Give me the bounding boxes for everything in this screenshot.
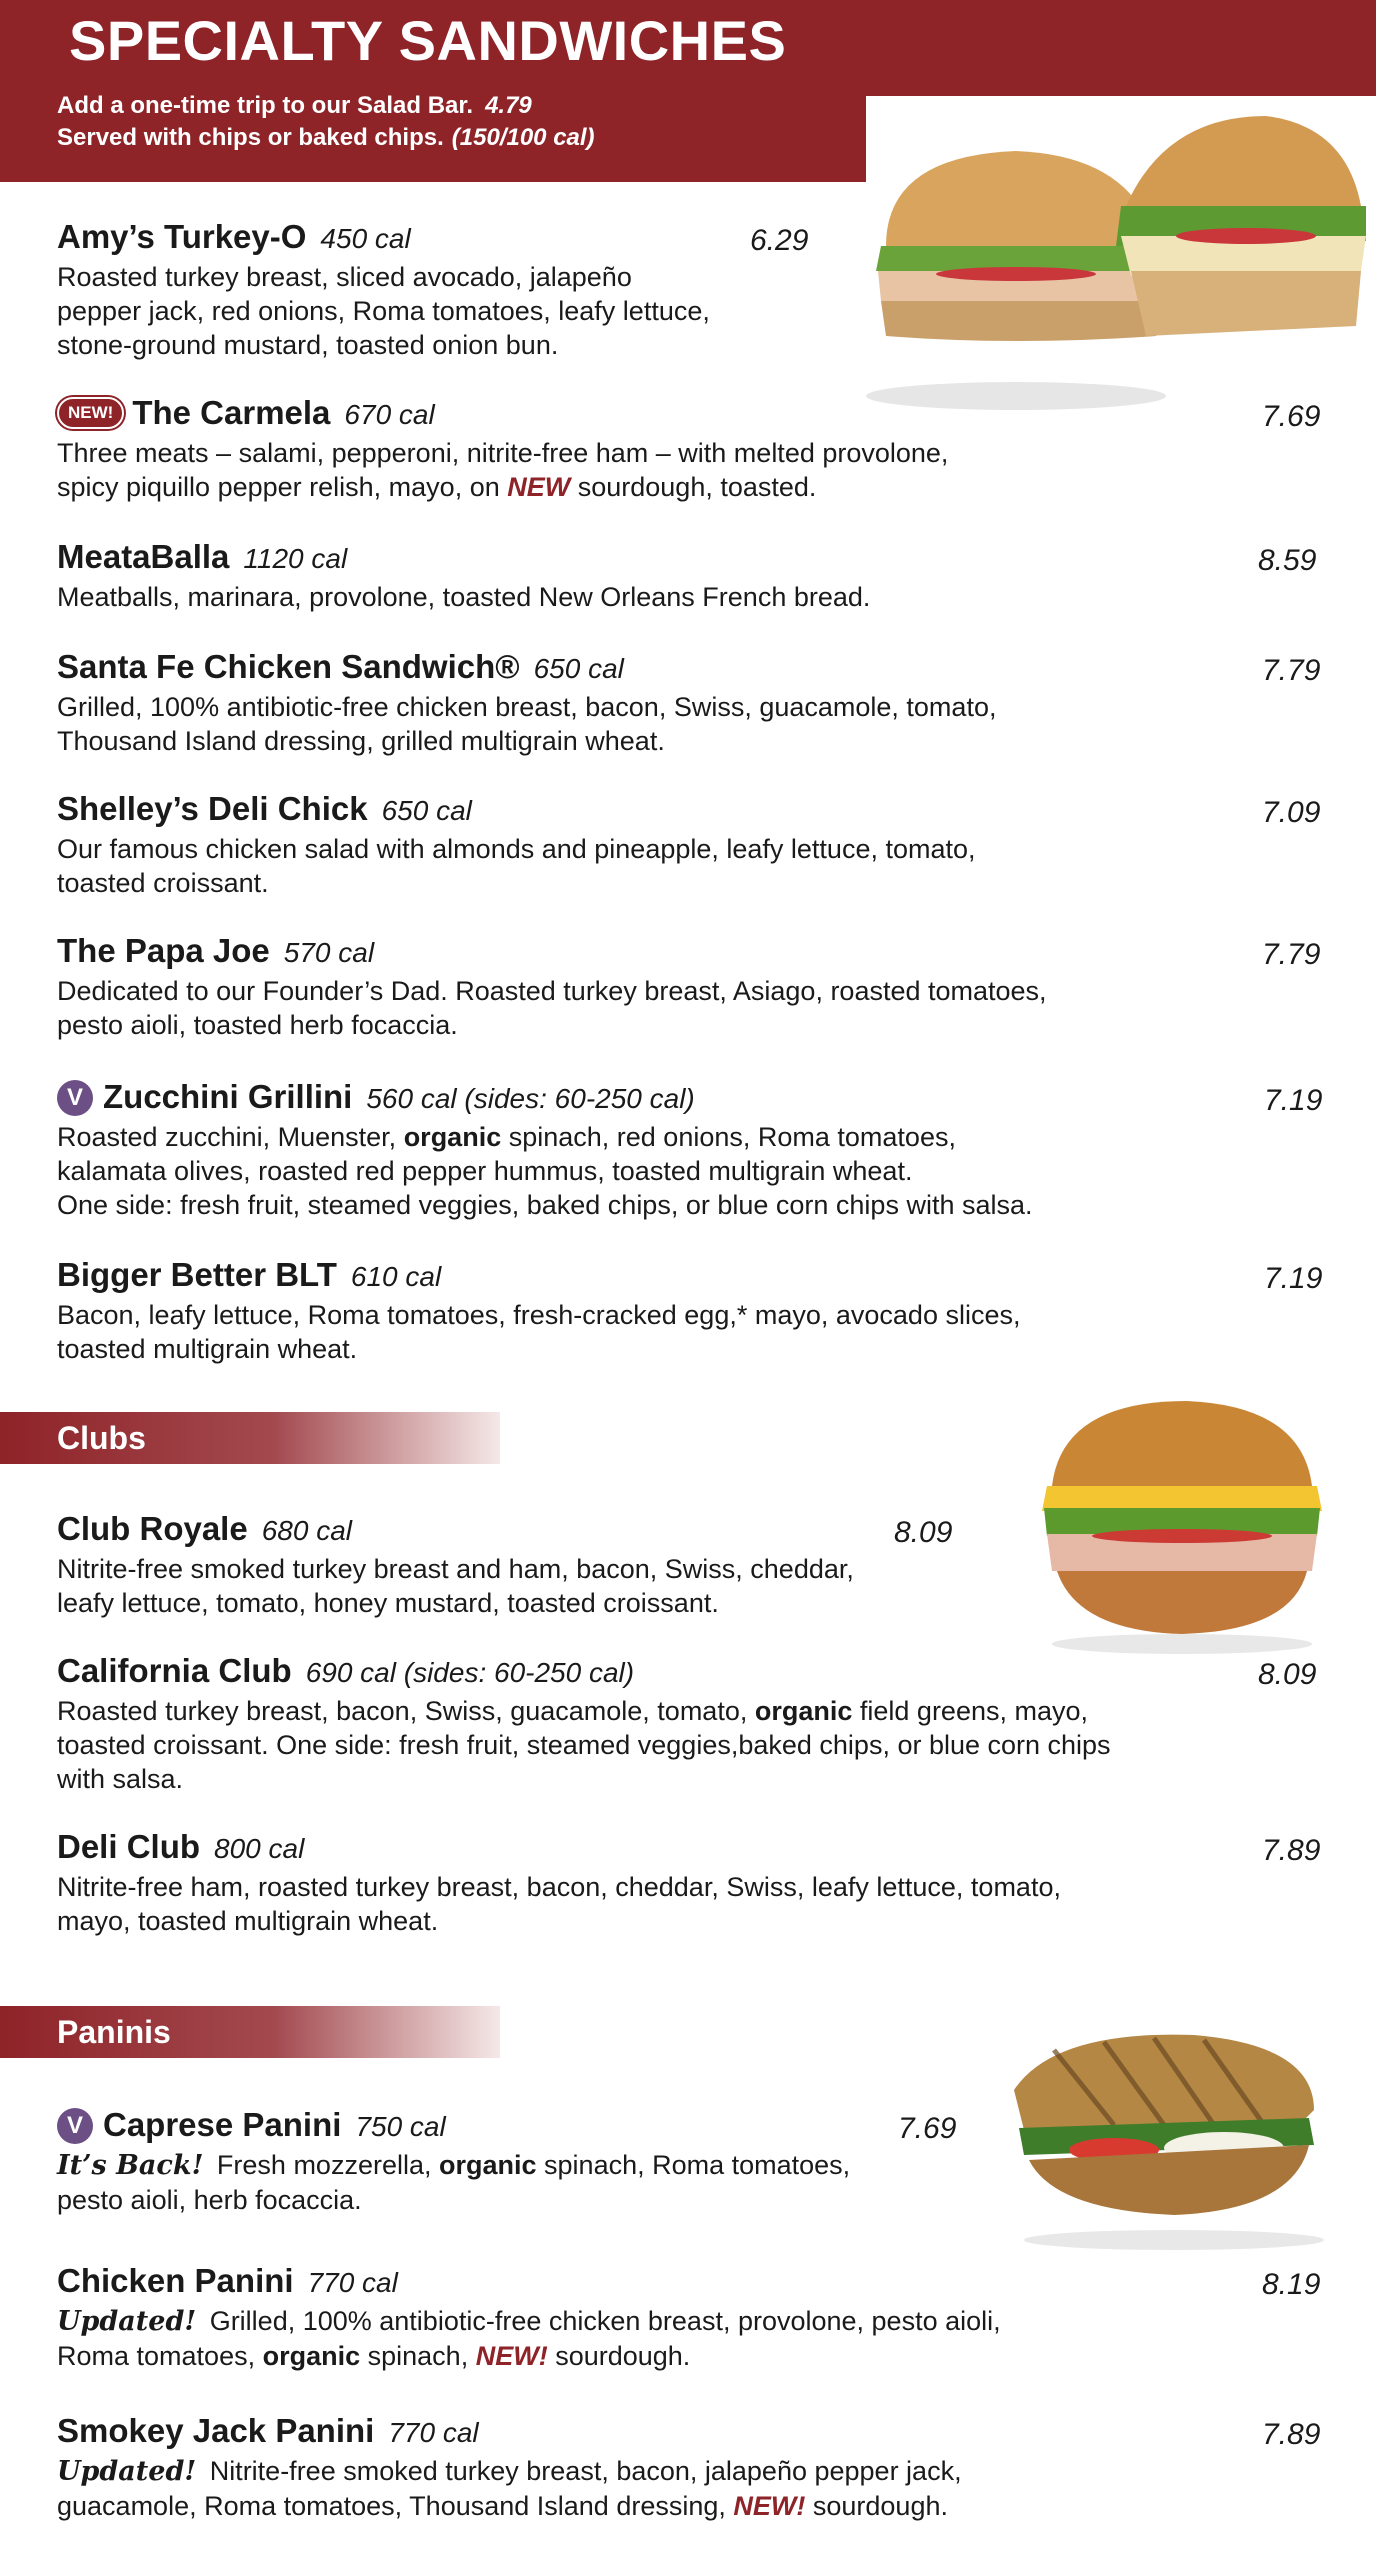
desc-line: mayo, toasted multigrain wheat. <box>57 1906 439 1936</box>
new-tag: NEW <box>507 472 571 502</box>
organic-label: organic <box>262 2341 361 2371</box>
menu-item-california-club <box>57 1652 1111 1796</box>
organic-label: organic <box>439 2150 537 2180</box>
desc-line: Grilled, 100% antibiotic-free chicken breast, bacon, Swiss, guacamole, tomato, <box>57 692 997 722</box>
menu-item-deli-club <box>57 1828 1061 1938</box>
item-price: 7.69 <box>1262 400 1321 433</box>
item-description <box>57 580 870 614</box>
desc-line <box>57 2489 962 2523</box>
menu-item-smokey-jack-panini <box>57 2412 962 2523</box>
item-price: 7.09 <box>1262 796 1321 829</box>
desc-line <box>57 1694 1111 1728</box>
item-calories: 650 cal <box>533 653 624 684</box>
item-name: Amy’s Turkey-O <box>57 218 307 255</box>
menu-item-caprese-panini <box>57 2106 850 2217</box>
item-price: 6.29 <box>750 224 809 257</box>
item-description <box>57 1694 1111 1796</box>
desc-line: Roasted turkey breast, sliced avocado, jalapeño <box>57 262 632 292</box>
desc-text: sourdough, toasted. <box>570 472 817 502</box>
page-title: SPECIALTY SANDWICHES <box>69 9 787 72</box>
item-name: Chicken Panini <box>57 2262 294 2299</box>
desc-line: toasted croissant. <box>57 868 269 898</box>
desc-line: toasted multigrain wheat. <box>57 1334 358 1364</box>
desc-line: Dedicated to our Founder’s Dad. Roasted turkey breast, Asiago, roasted tomatoes, <box>57 976 1047 1006</box>
desc-text: field greens, mayo, <box>852 1696 1089 1726</box>
organic-label: organic <box>403 1122 502 1152</box>
item-name: The Papa Joe <box>57 932 270 969</box>
item-description <box>57 832 976 900</box>
desc-line: Bacon, leafy lettuce, Roma tomatoes, fresh-cracked egg,* mayo, avocado slices, <box>57 1300 1021 1330</box>
desc-line <box>57 2454 962 2489</box>
desc-line: One side: fresh fruit, steamed veggies, baked chips, or blue corn chips with salsa. <box>57 1190 1033 1220</box>
item-calories: 1120 cal <box>243 543 348 574</box>
item-name: Smokey Jack Panini <box>57 2412 375 2449</box>
desc-line: stone-ground mustard, toasted onion bun. <box>57 330 559 360</box>
item-name: California Club <box>57 1652 292 1689</box>
its-back-tag: It’s Back! <box>57 2150 204 2181</box>
salad-bar-note <box>57 92 532 120</box>
organic-label: organic <box>754 1696 853 1726</box>
menu-item-the-papa-joe <box>57 932 1047 1042</box>
item-description <box>57 1870 1061 1938</box>
vegetarian-badge: V <box>57 1080 93 1116</box>
item-calories: 570 cal <box>283 937 375 968</box>
item-calories: 610 cal <box>350 1261 442 1292</box>
new-badge: NEW! <box>57 397 124 429</box>
menu-item-amys-turkey-o <box>57 218 710 362</box>
desc-text: Roma tomatoes, <box>57 2341 263 2371</box>
item-price: 7.79 <box>1262 938 1321 971</box>
item-name: Caprese Panini <box>103 2106 342 2143</box>
item-calories: 770 cal <box>307 2267 398 2298</box>
desc-line: Nitrite-free smoked turkey breast and ham, bacon, Swiss, cheddar, <box>57 1554 854 1584</box>
new-tag: NEW! <box>475 2341 548 2371</box>
menu-item-the-carmela <box>57 394 948 504</box>
desc-line <box>57 470 948 504</box>
desc-text: spinach, Roma tomatoes, <box>536 2150 851 2180</box>
item-price: 7.89 <box>1262 2418 1321 2451</box>
desc-line: kalamata olives, roasted red pepper hummus, toasted multigrain wheat. <box>57 1156 913 1186</box>
item-name: Shelley’s Deli Chick <box>57 790 368 827</box>
desc-line: Our famous chicken salad with almonds and pineapple, leafy lettuce, tomato, <box>57 834 976 864</box>
desc-line: with salsa. <box>57 1764 184 1794</box>
desc-line: toasted croissant. One side: fresh fruit, steamed veggies,baked chips, or blue corn chips <box>57 1730 1111 1760</box>
item-price: 7.19 <box>1264 1084 1323 1117</box>
item-description <box>57 436 948 504</box>
item-calories: 770 cal <box>388 2417 479 2448</box>
item-price: 7.89 <box>1262 1834 1321 1867</box>
panini-image <box>994 2000 1350 2260</box>
item-name: MeataBalla <box>57 538 230 575</box>
item-calories: 670 cal <box>344 399 435 430</box>
served-with-cal: (150/100 cal) <box>451 124 595 151</box>
item-description <box>57 1552 854 1620</box>
item-description <box>57 260 710 362</box>
desc-text: Roasted zucchini, Muenster, <box>57 1122 404 1152</box>
menu-item-meataballa <box>57 538 870 614</box>
updated-tag: Updated! <box>57 2456 197 2487</box>
section-heading-clubs <box>0 1412 500 1464</box>
desc-line <box>57 2304 1001 2339</box>
menu-item-club-royale <box>57 1510 854 1620</box>
desc-text: Roasted turkey breast, bacon, Swiss, guacamole, tomato, <box>57 1696 755 1726</box>
item-price: 8.19 <box>1262 2268 1321 2301</box>
desc-text: Nitrite-free smoked turkey breast, bacon, jalapeño pepper jack, <box>202 2456 962 2486</box>
section-title: Clubs <box>57 1420 146 1456</box>
item-calories: 560 cal (sides: 60-250 cal) <box>366 1083 695 1114</box>
menu-item-santa-fe-chicken <box>57 648 996 758</box>
item-name: Santa Fe Chicken Sandwich® <box>57 648 520 685</box>
item-calories: 750 cal <box>355 2111 446 2142</box>
desc-line: pepper jack, red onions, Roma tomatoes, leafy lettuce, <box>57 296 710 326</box>
new-tag: NEW! <box>733 2491 806 2521</box>
item-name: Club Royale <box>57 1510 248 1547</box>
item-description <box>57 974 1047 1042</box>
item-description <box>57 2454 962 2523</box>
desc-text: spinach, red onions, Roma tomatoes, <box>501 1122 956 1152</box>
section-title: Paninis <box>57 2014 171 2050</box>
item-calories: 650 cal <box>381 795 472 826</box>
item-calories: 450 cal <box>320 223 411 254</box>
desc-line <box>57 2148 850 2183</box>
item-description <box>57 2304 1001 2373</box>
salad-bar-price: 4.79 <box>485 92 532 119</box>
desc-line: leafy lettuce, tomato, honey mustard, toasted croissant. <box>57 1588 719 1618</box>
served-with-text: Served with chips or baked chips. <box>57 124 444 151</box>
desc-line <box>57 2339 1001 2373</box>
desc-line: Nitrite-free ham, roasted turkey breast, bacon, cheddar, Swiss, leafy lettuce, tomato, <box>57 1872 1061 1902</box>
item-price: 8.09 <box>894 1516 953 1549</box>
salad-bar-text: Add a one-time trip to our Salad Bar. <box>57 92 474 119</box>
item-price: 8.09 <box>1258 1658 1317 1691</box>
desc-text: spinach, <box>360 2341 476 2371</box>
item-calories: 800 cal <box>214 1833 305 1864</box>
item-price: 7.19 <box>1264 1262 1323 1295</box>
item-name: Zucchini Grillini <box>103 1078 353 1115</box>
item-price: 7.79 <box>1262 654 1321 687</box>
desc-line: pesto aioli, toasted herb focaccia. <box>57 1010 458 1040</box>
menu-item-shelleys-deli-chick <box>57 790 976 900</box>
item-calories: 680 cal <box>261 1515 352 1546</box>
item-name: Bigger Better BLT <box>57 1256 337 1293</box>
item-description <box>57 690 996 758</box>
turkey-sandwich-image <box>866 96 1376 416</box>
desc-text: guacamole, Roma tomatoes, Thousand Island dressing, <box>57 2491 734 2521</box>
section-heading-paninis <box>0 2006 500 2058</box>
item-description <box>57 1120 1033 1222</box>
desc-line: pesto aioli, herb focaccia. <box>57 2185 362 2215</box>
menu-item-zucchini-grillini <box>57 1078 1033 1222</box>
desc-text: Grilled, 100% antibiotic-free chicken breast, provolone, pesto aioli, <box>202 2306 1001 2336</box>
menu-item-bigger-better-blt <box>57 1256 1020 1366</box>
desc-line: Meatballs, marinara, provolone, toasted New Orleans French bread. <box>57 582 871 612</box>
item-name: Deli Club <box>57 1828 201 1865</box>
item-price: 8.59 <box>1258 544 1317 577</box>
desc-text: Fresh mozzerella, <box>209 2150 439 2180</box>
item-description <box>57 2148 850 2217</box>
desc-line: Three meats – salami, pepperoni, nitrite-free ham – with melted provolone, <box>57 438 949 468</box>
club-sandwich-image <box>1022 1386 1344 1658</box>
desc-line <box>57 1120 1033 1154</box>
desc-text: sourdough. <box>547 2341 691 2371</box>
vegetarian-badge: V <box>57 2108 93 2144</box>
desc-line: Thousand Island dressing, grilled multigrain wheat. <box>57 726 665 756</box>
item-name: The Carmela <box>132 394 331 431</box>
served-with-note <box>57 124 595 152</box>
item-calories: 690 cal (sides: 60-250 cal) <box>305 1657 635 1688</box>
updated-tag: Updated! <box>57 2306 197 2337</box>
desc-text: sourdough. <box>805 2491 948 2521</box>
item-description <box>57 1298 1020 1366</box>
item-price: 7.69 <box>898 2112 957 2145</box>
desc-text: spicy piquillo pepper relish, mayo, on <box>57 472 508 502</box>
menu-item-chicken-panini <box>57 2262 1001 2373</box>
